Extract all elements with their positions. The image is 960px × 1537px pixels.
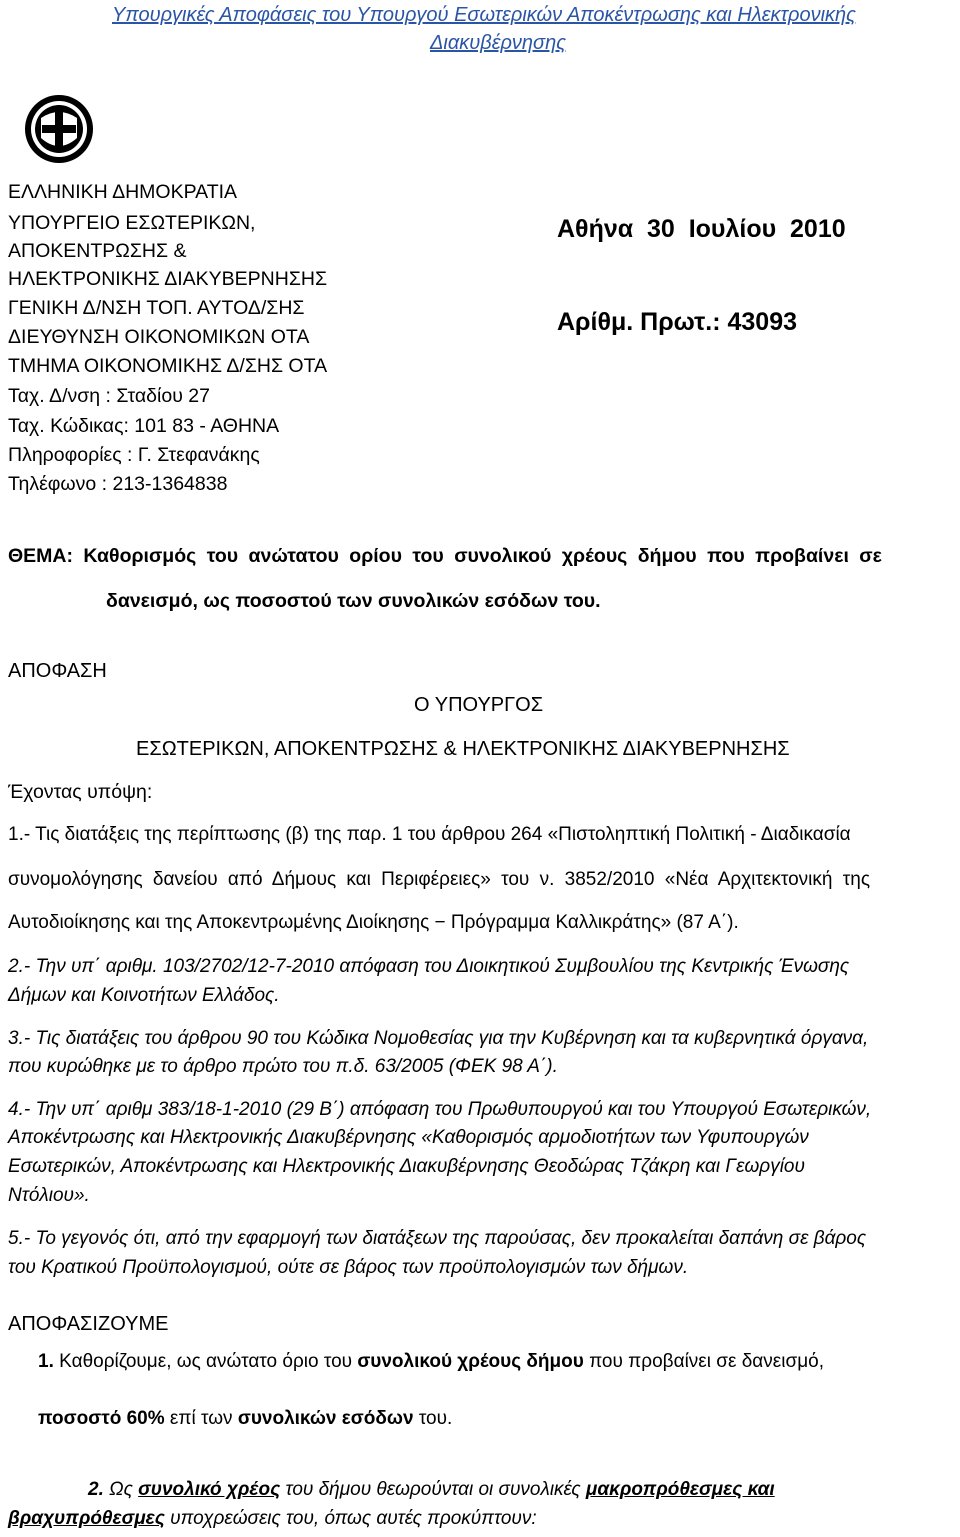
decision-1-text-4: του. bbox=[413, 1408, 453, 1429]
item-2-line-1: 2.- Την υπ΄ αριθμ. 103/2702/12-7-2010 απόφαση του Διοικητικού Συμβουλίου της Κεντρικής Ένωσης bbox=[8, 956, 850, 977]
decision-2-underline-2: μακροπρόθεσμες και bbox=[585, 1479, 775, 1500]
contact-address: Ταχ. Δ/νση : Σταδίου 27 bbox=[8, 385, 210, 407]
decision-1-text-1: Καθορίζουμε, ως ανώτατο όριο του bbox=[53, 1351, 358, 1372]
item-5-line-1: 5.- Το γεγονός ότι, από την εφαρμογή των διατάξεων της παρούσας, δεν προκαλείται δαπάνη σε βάρος bbox=[8, 1228, 867, 1249]
decision-1-number: 1. bbox=[38, 1351, 54, 1372]
decision-1-line-2 bbox=[38, 1408, 452, 1430]
sender-line-2: ΥΠΟΥΡΓΕΙΟ ΕΣΩΤΕΡΙΚΩΝ, bbox=[8, 212, 256, 234]
item-4-line-2: Αποκέντρωσης και Ηλεκτρονικής Διακυβέρνησης «Καθορισμός αρμοδιοτήτων των Υφυπουργών bbox=[8, 1127, 809, 1148]
decision-heading: ΑΠΟΦΑΣΗ bbox=[8, 660, 107, 682]
ministry-name: ΕΣΩΤΕΡΙΚΩΝ, ΑΠΟΚΕΝΤΡΩΣΗΣ & ΗΛΕΚΤΡΟΝΙΚΗΣ ΔΙΑΚΥΒΕΡΝΗΣΗΣ bbox=[136, 738, 790, 760]
sender-line-7: ΤΜΗΜΑ ΟΙΚΟΝΟΜΙΚΗΣ Δ/ΣΗΣ ΟΤΑ bbox=[8, 355, 328, 377]
item-3-line-2: που κυρώθηκε με το άρθρο πρώτο του π.δ. 63/2005 (ΦΕΚ 98 Α΄). bbox=[8, 1056, 558, 1077]
subject-line-1: ΘΕΜΑ: Καθορισμός του ανώτατου ορίου του συνολικού χρέους δήμου που προβαίνει σε bbox=[8, 545, 882, 567]
item-2-line-2: Δήμων και Κοινοτήτων Ελλάδος. bbox=[8, 985, 280, 1006]
decision-2-text-2: του δήμου θεωρούνται οι συνολικές bbox=[280, 1479, 586, 1500]
decision-1-text-3: επί των bbox=[164, 1408, 238, 1429]
subject-line-2: δανεισμό, ως ποσοστού των συνολικών εσόδων του. bbox=[106, 590, 601, 612]
contact-phone: Τηλέφωνο : 213-1364838 bbox=[8, 473, 228, 495]
contact-postal-code: Ταχ. Κώδικας: 101 83 - ΑΘΗΝΑ bbox=[8, 415, 280, 437]
decision-2-line-2 bbox=[8, 1508, 537, 1530]
sender-line-5: ΓΕΝΙΚΗ Δ/ΝΣΗ ΤΟΠ. ΑΥΤΟΔ/ΣΗΣ bbox=[8, 297, 305, 319]
decision-1-bold-1: συνολικού χρέους δήμου bbox=[357, 1351, 584, 1372]
decide-heading: ΑΠΟΦΑΣΙΖΟΥΜΕ bbox=[8, 1313, 169, 1335]
greek-crest-icon bbox=[22, 92, 96, 166]
item-1-line-3: Αυτοδιοίκησης και της Αποκεντρωμένης Διοίκησης − Πρόγραμμα Καλλικράτης» (87 Α΄). bbox=[8, 912, 739, 933]
protocol-number: Αρίθμ. Πρωτ.: 43093 bbox=[557, 308, 798, 336]
decision-1-bold-2: ποσοστό 60% bbox=[38, 1408, 165, 1429]
header-link-line1[interactable]: Υπουργικές Αποφάσεις του Υπουργού Εσωτερικών Αποκέντρωσης και Ηλεκτρονικής bbox=[112, 4, 856, 26]
sender-line-1: ΕΛΛΗΝΙΚΗ ΔΗΜΟΚΡΑΤΙΑ bbox=[8, 181, 238, 203]
decision-2-number: 2. bbox=[88, 1479, 104, 1500]
item-4-line-3: Εσωτερικών, Αποκέντρωσης και Ηλεκτρονικής Διακυβέρνησης Θεοδώρας Τζάκρη και Γεωργίου bbox=[8, 1156, 805, 1177]
decision-2-text-3: υποχρεώσεις του, όπως αυτές προκύπτουν: bbox=[164, 1508, 537, 1529]
item-4-line-1: 4.- Την υπ΄ αριθμ 383/18-1-2010 (29 Β΄) απόφαση του Πρωθυπουργού και του Υπουργού Εσωτερικών, bbox=[8, 1099, 872, 1120]
document-date: Αθήνα 30 Ιουλίου 2010 bbox=[557, 215, 846, 243]
decision-1-line-1 bbox=[38, 1351, 824, 1373]
decision-2-line-1 bbox=[88, 1479, 775, 1501]
item-5-line-2: του Κρατικού Προϋπολογισμού, ούτε σε βάρος των προϋπολογισμών των δήμων. bbox=[8, 1257, 689, 1278]
sender-line-4: ΗΛΕΚΤΡΟΝΙΚΗΣ ΔΙΑΚΥΒΕΡΝΗΣΗΣ bbox=[8, 268, 328, 290]
decision-1-text-2: που προβαίνει σε δανεισμό, bbox=[583, 1351, 825, 1372]
item-1-line-1: 1.- Τις διατάξεις της περίπτωσης (β) της παρ. 1 του άρθρου 264 «Πιστοληπτική Πολιτική - Διαδικασία bbox=[8, 824, 851, 845]
sender-line-6: ΔΙΕΥΘΥΝΣΗ ΟΙΚΟΝΟΜΙΚΩΝ ΟΤΑ bbox=[8, 326, 310, 348]
item-4-line-4: Ντόλιου». bbox=[8, 1185, 90, 1206]
decision-2-underline-1: συνολικό χρέος bbox=[138, 1479, 281, 1500]
item-1-line-2: συνομολόγησης δανείου από Δήμους και Περιφέρειες» του ν. 3852/2010 «Νέα Αρχιτεκτονική της bbox=[8, 869, 870, 890]
sender-line-3: ΑΠΟΚΕΝΤΡΩΣΗΣ & bbox=[8, 240, 187, 262]
decision-1-bold-3: συνολικών εσόδων bbox=[237, 1408, 414, 1429]
header-link-line2[interactable]: Διακυβέρνησης bbox=[430, 32, 566, 54]
minister-title: Ο ΥΠΟΥΡΓΟΣ bbox=[414, 694, 544, 716]
decision-2-text-1: Ως bbox=[103, 1479, 139, 1500]
contact-info-person: Πληροφορίες : Γ. Στεφανάκης bbox=[8, 444, 260, 466]
item-3-line-1: 3.- Τις διατάξεις του άρθρου 90 του Κώδικα Νομοθεσίας για την Κυβέρνηση και τα κυβερνητικά όργανα, bbox=[8, 1028, 869, 1049]
decision-2-underline-3: βραχυπρόθεσμες bbox=[8, 1508, 165, 1529]
considering-label: Έχοντας υπόψη: bbox=[8, 781, 153, 803]
